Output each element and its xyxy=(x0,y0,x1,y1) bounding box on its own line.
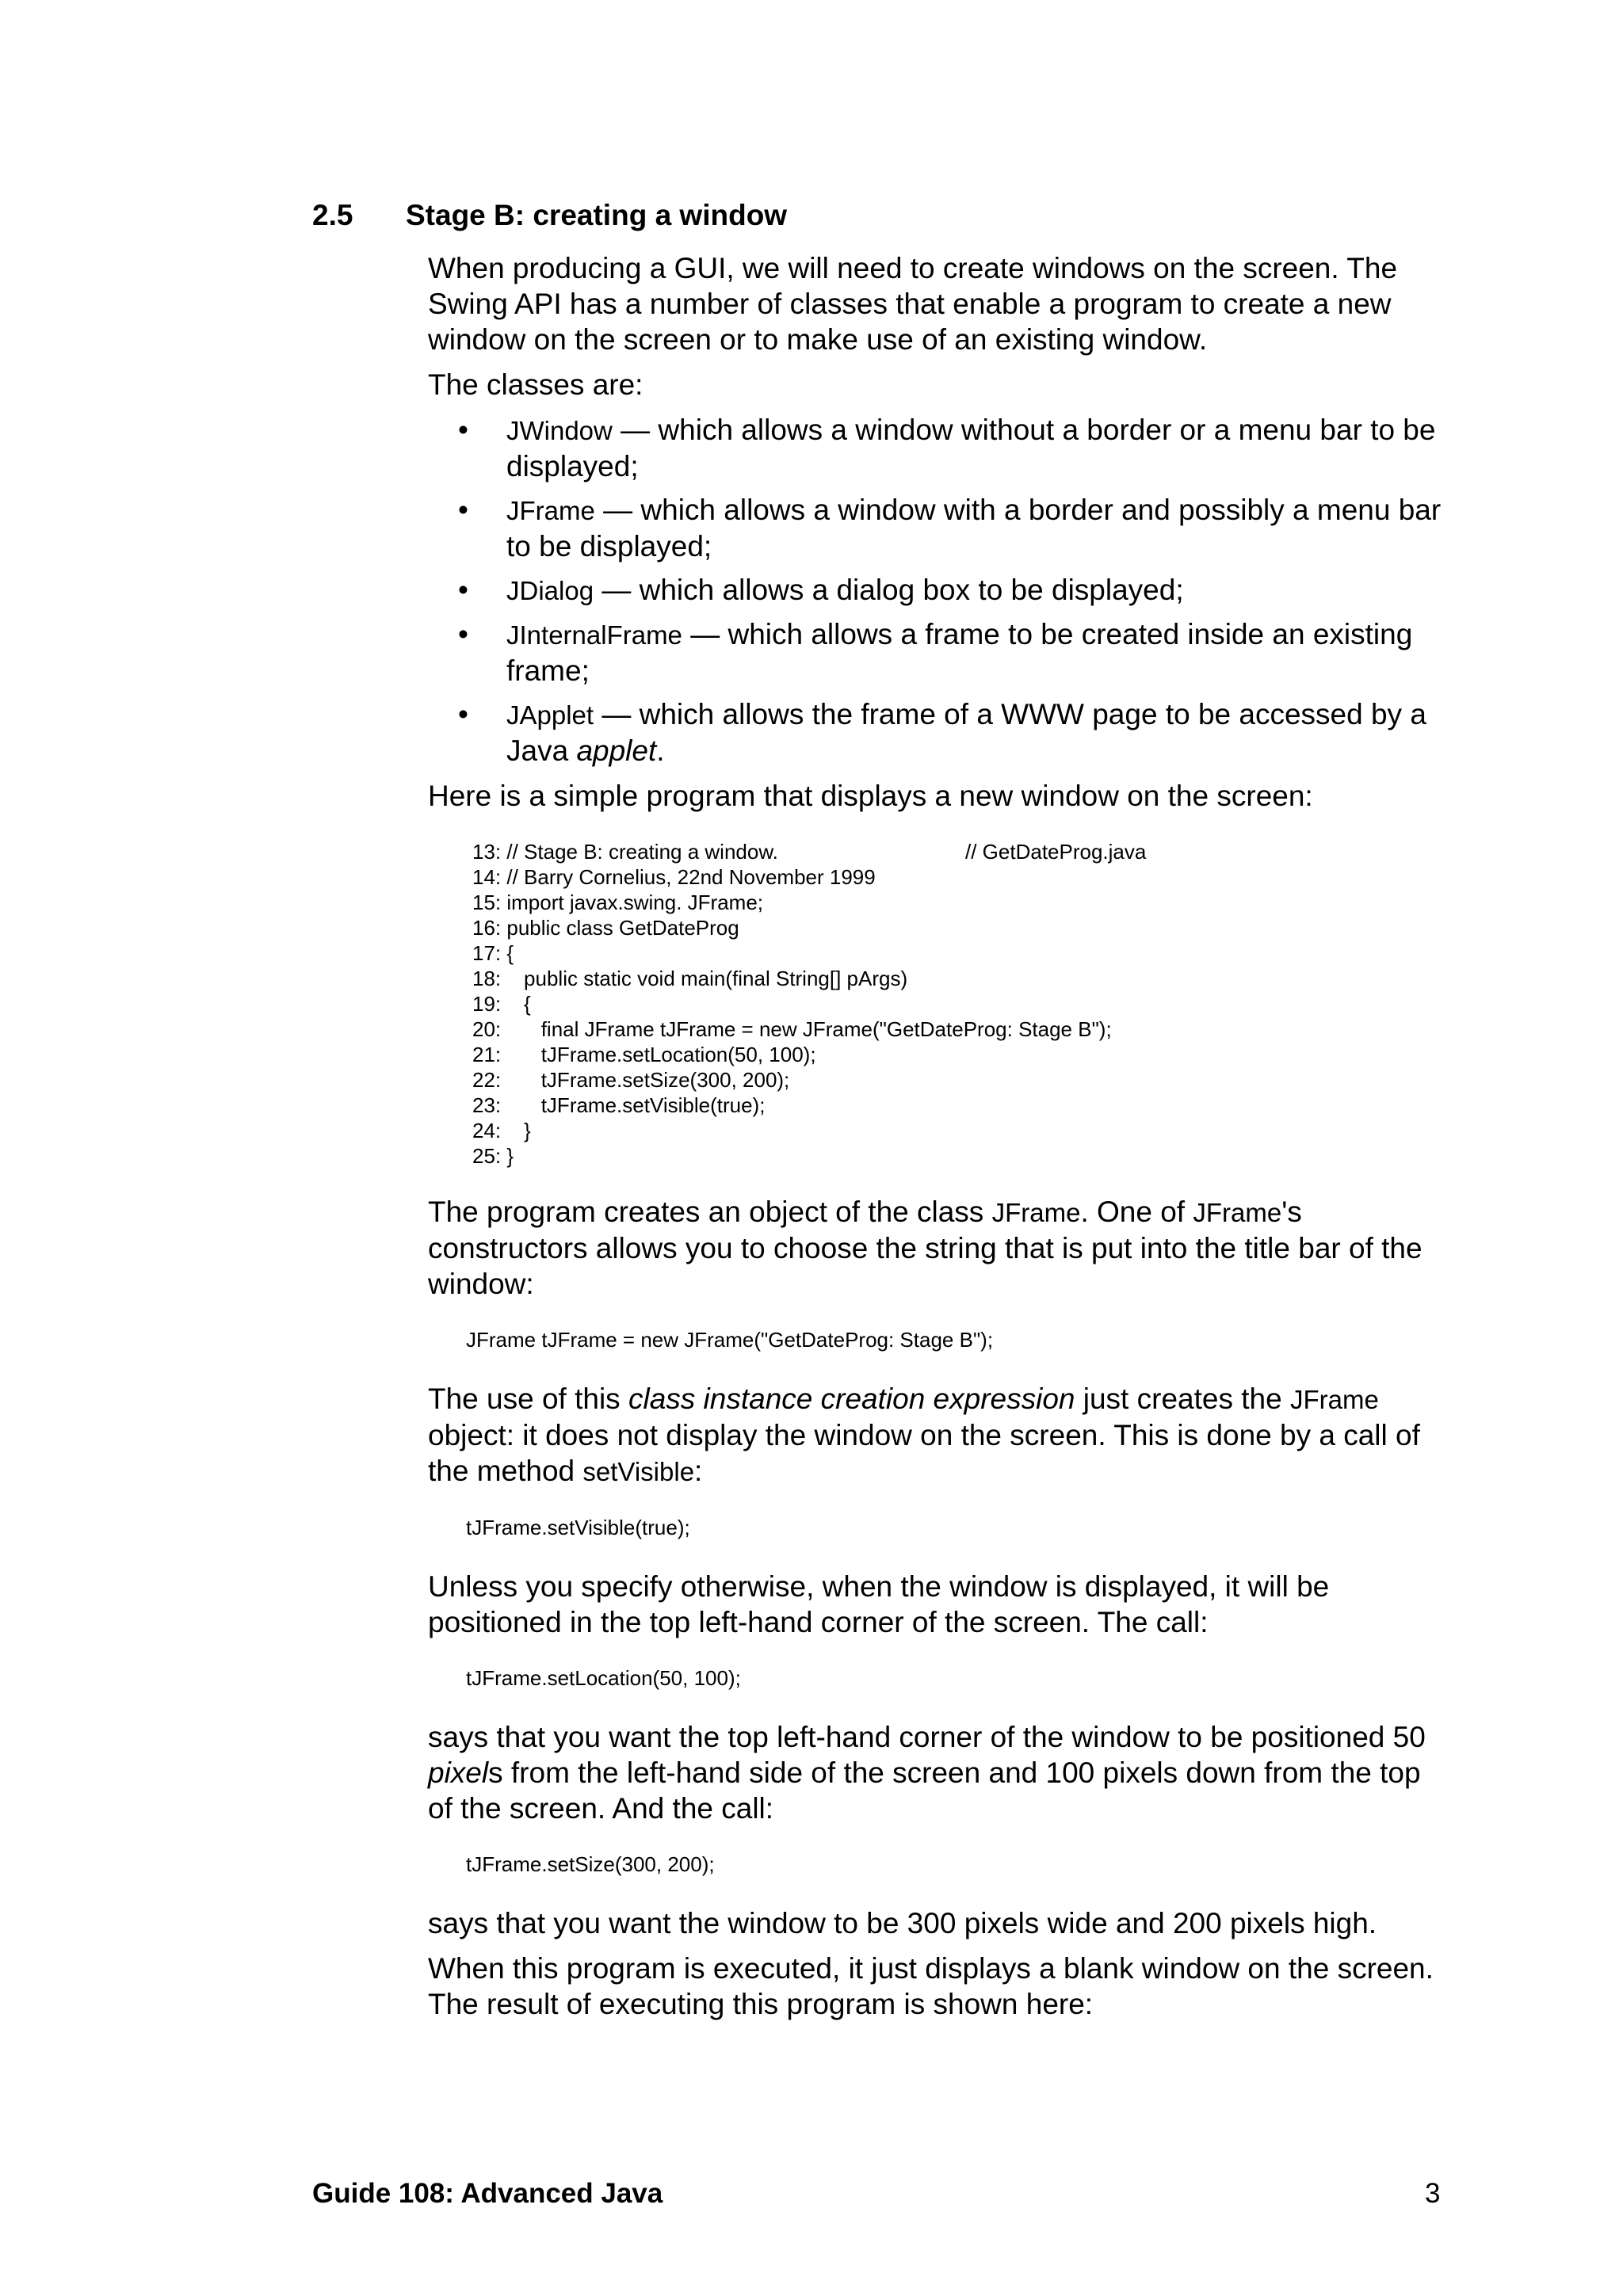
class-description: — which allows a dialog box to be displayed; xyxy=(594,574,1184,606)
classes-list xyxy=(428,412,1450,769)
emphasis-applet: applet xyxy=(576,734,657,767)
text-run: just creates the xyxy=(1075,1383,1290,1415)
code-line: 14: // Barry Cornelius, 22nd November 1999 xyxy=(472,865,876,889)
code-line: 18: public static void main(final String[] pArgs) xyxy=(472,967,908,990)
class-name: JFrame xyxy=(991,1198,1081,1227)
class-name: JWindow xyxy=(506,416,613,445)
code-line: 22: tJFrame.setSize(300, 200); xyxy=(472,1068,790,1092)
code-line: 20: final JFrame tJFrame = new JFrame("GetDateProg: Stage B"); xyxy=(472,1017,1112,1041)
class-name: JApplet xyxy=(506,700,594,730)
text-run: object: it does not display the window on the screen. This is done by a call of the method xyxy=(428,1419,1420,1487)
emphasis-term: class instance creation expression xyxy=(628,1383,1075,1415)
code-filename-comment: // GetDateProg.java xyxy=(965,840,1147,864)
class-name: JFrame xyxy=(1193,1198,1282,1227)
bullet-icon: • xyxy=(458,414,468,446)
code-line: 23: tJFrame.setVisible(true); xyxy=(472,1093,766,1117)
bullet-icon: • xyxy=(458,618,468,650)
unless-paragraph: Unless you specify otherwise, when the window is displayed, it will be positioned in the top left-hand corner of the screen. The call: xyxy=(428,1570,1330,1638)
code-line-text: 13: // Stage B: creating a window. xyxy=(472,840,778,864)
code-snippet: JFrame tJFrame = new JFrame("GetDateProg: Stage B"); xyxy=(466,1328,994,1352)
page-number: 3 xyxy=(1425,2178,1441,2209)
creates-paragraph xyxy=(428,1194,1450,1302)
code-line: 15: import javax.swing. JFrame; xyxy=(472,891,764,914)
code-line: 16: public class GetDateProg xyxy=(472,916,739,940)
location-paragraph xyxy=(428,1719,1450,1826)
emphasis-term: pixel xyxy=(428,1756,489,1789)
code-snippet: tJFrame.setVisible(true); xyxy=(466,1516,690,1539)
section-title: Stage B: creating a window xyxy=(406,199,788,231)
text-run: . One of xyxy=(1080,1196,1193,1228)
code-line: 19: { xyxy=(472,992,531,1016)
list-item xyxy=(428,412,1450,484)
class-description-end: . xyxy=(656,734,665,767)
list-item xyxy=(428,616,1450,688)
class-name: JDialog xyxy=(506,576,594,605)
code-line xyxy=(472,839,1450,864)
program-intro: Here is a simple program that displays a new window on the screen: xyxy=(428,780,1313,812)
list-item xyxy=(428,572,1450,608)
text-run: : xyxy=(694,1455,703,1487)
code-line: 17: { xyxy=(472,941,514,965)
list-item xyxy=(428,696,1450,769)
method-name: setVisible xyxy=(582,1457,695,1486)
bullet-icon: • xyxy=(458,574,468,606)
code-line: 21: tJFrame.setLocation(50, 100); xyxy=(472,1043,816,1066)
intro-paragraph: When producing a GUI, we will need to create windows on the screen. The Swing API has a number of classes that enable a program to create a new window on the screen or to make use of an existing window. xyxy=(428,252,1398,356)
code-snippet: tJFrame.setLocation(50, 100); xyxy=(466,1666,741,1690)
class-name: JFrame xyxy=(1289,1385,1379,1414)
text-run: 's constructors allows you to choose the string that is put into the title bar of the window: xyxy=(428,1196,1423,1300)
use-paragraph xyxy=(428,1381,1450,1489)
footer-guide-title: Guide 108: Advanced Java xyxy=(312,2178,663,2209)
code-line: 24: } xyxy=(472,1119,531,1142)
class-name: JInternalFrame xyxy=(506,620,682,650)
classes-intro: The classes are: xyxy=(428,368,643,401)
section-number: 2.5 xyxy=(312,199,353,231)
text-run: The use of this xyxy=(428,1383,628,1415)
result-paragraph: When this program is executed, it just displays a blank window on the screen. The result of executing this program is shown here: xyxy=(428,1952,1434,2020)
code-snippet: tJFrame.setSize(300, 200); xyxy=(466,1852,715,1876)
section-body xyxy=(428,250,1450,2031)
code-line: 25: } xyxy=(472,1144,514,1168)
text-run: s from the left-hand side of the screen and 100 pixels down from the top of the screen. And the call: xyxy=(428,1756,1421,1825)
bullet-icon: • xyxy=(458,698,468,730)
code-listing xyxy=(472,839,1450,1169)
text-run: The program creates an object of the class xyxy=(428,1196,992,1228)
list-item xyxy=(428,492,1450,564)
bullet-icon: • xyxy=(458,494,468,526)
class-description: — which allows the frame of a WWW page to be accessed by a Java xyxy=(506,698,1426,767)
class-name: JFrame xyxy=(506,496,595,525)
text-run: says that you want the top left-hand corner of the window to be positioned 50 xyxy=(428,1721,1426,1753)
class-description: — which allows a window without a border or a menu bar to be displayed; xyxy=(506,414,1436,482)
class-description: — which allows a window with a border and possibly a menu bar to be displayed; xyxy=(506,494,1442,563)
class-description: — which allows a frame to be created inside an existing frame; xyxy=(506,618,1413,687)
size-paragraph: says that you want the window to be 300 pixels wide and 200 pixels high. xyxy=(428,1907,1377,1939)
